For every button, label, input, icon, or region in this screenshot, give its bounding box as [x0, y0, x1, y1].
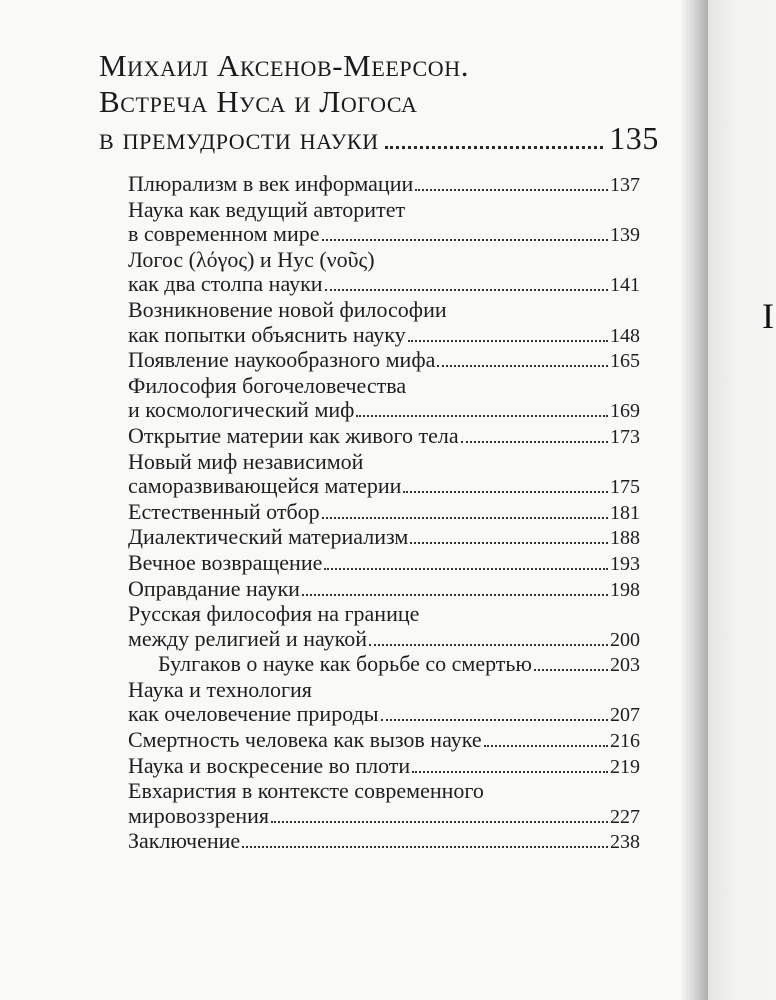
toc-entry-title-line: Открытие материи как живого тела — [128, 422, 459, 448]
toc-entry — [128, 602, 640, 652]
toc-entry-row — [128, 323, 640, 349]
toc-entry-row — [128, 500, 640, 526]
dot-leader — [322, 517, 608, 519]
heading-page-number: 135 — [609, 120, 659, 156]
table-of-contents — [128, 172, 640, 855]
toc-entry-title-line: Евхаристия в контексте современного — [128, 778, 484, 804]
toc-entry-row — [128, 172, 640, 198]
toc-entry — [128, 779, 640, 829]
toc-page-number: 198 — [610, 578, 640, 601]
dot-leader — [412, 771, 608, 773]
dot-leader — [324, 568, 608, 570]
toc-entry-title-line: Заключение — [128, 828, 241, 854]
dot-leader — [242, 846, 608, 848]
toc-entry — [128, 678, 640, 728]
toc-entry-title-line: Логос (λόγος) и Нус (νοῦς) — [128, 246, 375, 272]
dot-leader — [302, 594, 608, 596]
toc-page-number: 175 — [610, 476, 640, 499]
dot-leader — [271, 821, 608, 823]
toc-entry-title-line: Наука и воскресение во плоти — [128, 752, 411, 778]
toc-entry-row — [128, 627, 640, 653]
toc-entry — [128, 450, 640, 500]
toc-entry-row — [128, 222, 640, 248]
facing-page-letter: I — [762, 296, 774, 336]
toc-page-number: 148 — [610, 324, 640, 347]
toc-page-number: 219 — [610, 755, 640, 778]
toc-entry-title-line: как очеловечение природы — [128, 701, 379, 727]
dot-leader — [410, 542, 608, 544]
toc-page-number: 238 — [610, 831, 640, 854]
toc-entry-row — [128, 272, 640, 298]
dot-leader — [437, 365, 608, 367]
toc-entry-title-line: Возникновение новой философии — [128, 296, 447, 322]
dot-leader — [369, 644, 608, 646]
toc-page-number: 181 — [610, 501, 640, 524]
toc-entry — [128, 248, 640, 298]
toc-entry-title-line: Плюрализм в век информации — [128, 171, 414, 196]
toc-entry-title-line: между религией и наукой — [128, 625, 367, 651]
toc-entry — [128, 525, 640, 551]
toc-page-number: 139 — [610, 224, 640, 247]
toc-page-number: 169 — [610, 400, 640, 423]
toc-entry — [128, 298, 640, 348]
dot-leader — [385, 146, 603, 149]
toc-entry — [128, 374, 640, 424]
toc-entry — [128, 829, 640, 855]
dot-leader — [461, 441, 608, 443]
dot-leader — [534, 669, 608, 671]
toc-entry-title-line: Вечное возвращение — [128, 549, 323, 575]
toc-entry — [128, 551, 640, 577]
heading-author: Михаил Аксенов-Меерсон. — [99, 48, 470, 83]
facing-page — [708, 0, 776, 1000]
toc-entry-row — [128, 398, 640, 424]
toc-entry-title-line: Естественный отбор — [128, 498, 320, 524]
toc-entry-row — [128, 577, 640, 603]
book-spine-shadow — [680, 0, 710, 1000]
toc-page-number: 165 — [610, 350, 640, 373]
toc-entry — [128, 172, 640, 198]
toc-page-number: 200 — [610, 628, 640, 651]
toc-page-number: 188 — [610, 527, 640, 550]
dot-leader — [484, 745, 608, 747]
toc-entry-title-line: как попытки объяснить науку — [128, 321, 406, 347]
toc-entry-title-line: Смертность человека как вызов науке — [128, 727, 482, 753]
toc-entry-row — [128, 754, 640, 780]
toc-entry-row — [158, 652, 640, 678]
toc-entry-title-line: в современном мире — [128, 221, 320, 247]
toc-entry-title-line: Наука как ведущий авторитет — [128, 196, 406, 222]
toc-page-number: 227 — [610, 805, 640, 828]
dot-leader — [415, 189, 608, 191]
toc-entry — [128, 198, 640, 248]
toc-entry-row — [128, 474, 640, 500]
toc-entry-row — [128, 829, 640, 855]
toc-entry — [128, 754, 640, 780]
toc-page-number: 141 — [610, 274, 640, 297]
toc-entry-title-line: как два столпа науки — [128, 271, 323, 297]
toc-entry-row — [128, 424, 640, 450]
dot-leader — [325, 289, 608, 291]
toc-entry-row — [128, 525, 640, 551]
dot-leader — [408, 340, 608, 342]
toc-entry-title-line: Философия богочеловечества — [128, 372, 407, 398]
toc-entry-title-line: Булгаков о науке как борьбе со смертью — [158, 651, 532, 677]
dot-leader — [322, 239, 608, 241]
toc-entry-title-line: Появление наукообразного мифа — [128, 347, 436, 373]
toc-page-number: 193 — [610, 552, 640, 575]
toc-entry-row — [128, 348, 640, 374]
toc-entry-row — [128, 804, 640, 830]
dot-leader — [356, 415, 608, 417]
toc-entry-title-line: Русская философия на границе — [128, 601, 420, 627]
toc-page-number: 216 — [610, 730, 640, 753]
toc-entry-title-line: Наука и технология — [128, 676, 312, 702]
toc-entry-title-line: Оправдание науки — [128, 575, 300, 601]
toc-entry — [128, 348, 640, 374]
toc-entry — [128, 728, 640, 754]
toc-entry — [128, 500, 640, 526]
toc-entry-title-line: Новый миф независимой — [128, 448, 364, 474]
toc-entry-title-line: Диалектический материализм — [128, 524, 409, 550]
toc-entry — [128, 652, 640, 678]
toc-entry-title-line: и космологический миф — [128, 397, 355, 423]
toc-entry-row — [128, 551, 640, 577]
toc-entry-row — [128, 728, 640, 754]
toc-page-number: 207 — [610, 704, 640, 727]
toc-entry — [128, 577, 640, 603]
heading-title-continued — [99, 120, 659, 157]
heading-subtitle: в премудрости науки — [99, 121, 379, 156]
toc-page-number: 203 — [610, 654, 640, 677]
toc-entry-title-line: саморазвивающейся материи — [128, 473, 402, 499]
chapter-heading — [99, 48, 659, 157]
toc-page-number: 137 — [610, 174, 640, 196]
dot-leader — [381, 719, 608, 721]
dot-leader — [403, 491, 608, 493]
heading-title: Встреча Нуса и Логоса — [99, 84, 418, 119]
toc-entry — [128, 424, 640, 450]
toc-page-number: 173 — [610, 425, 640, 448]
toc-entry-title-line: мировоззрения — [128, 802, 270, 828]
toc-entry-row — [128, 702, 640, 728]
